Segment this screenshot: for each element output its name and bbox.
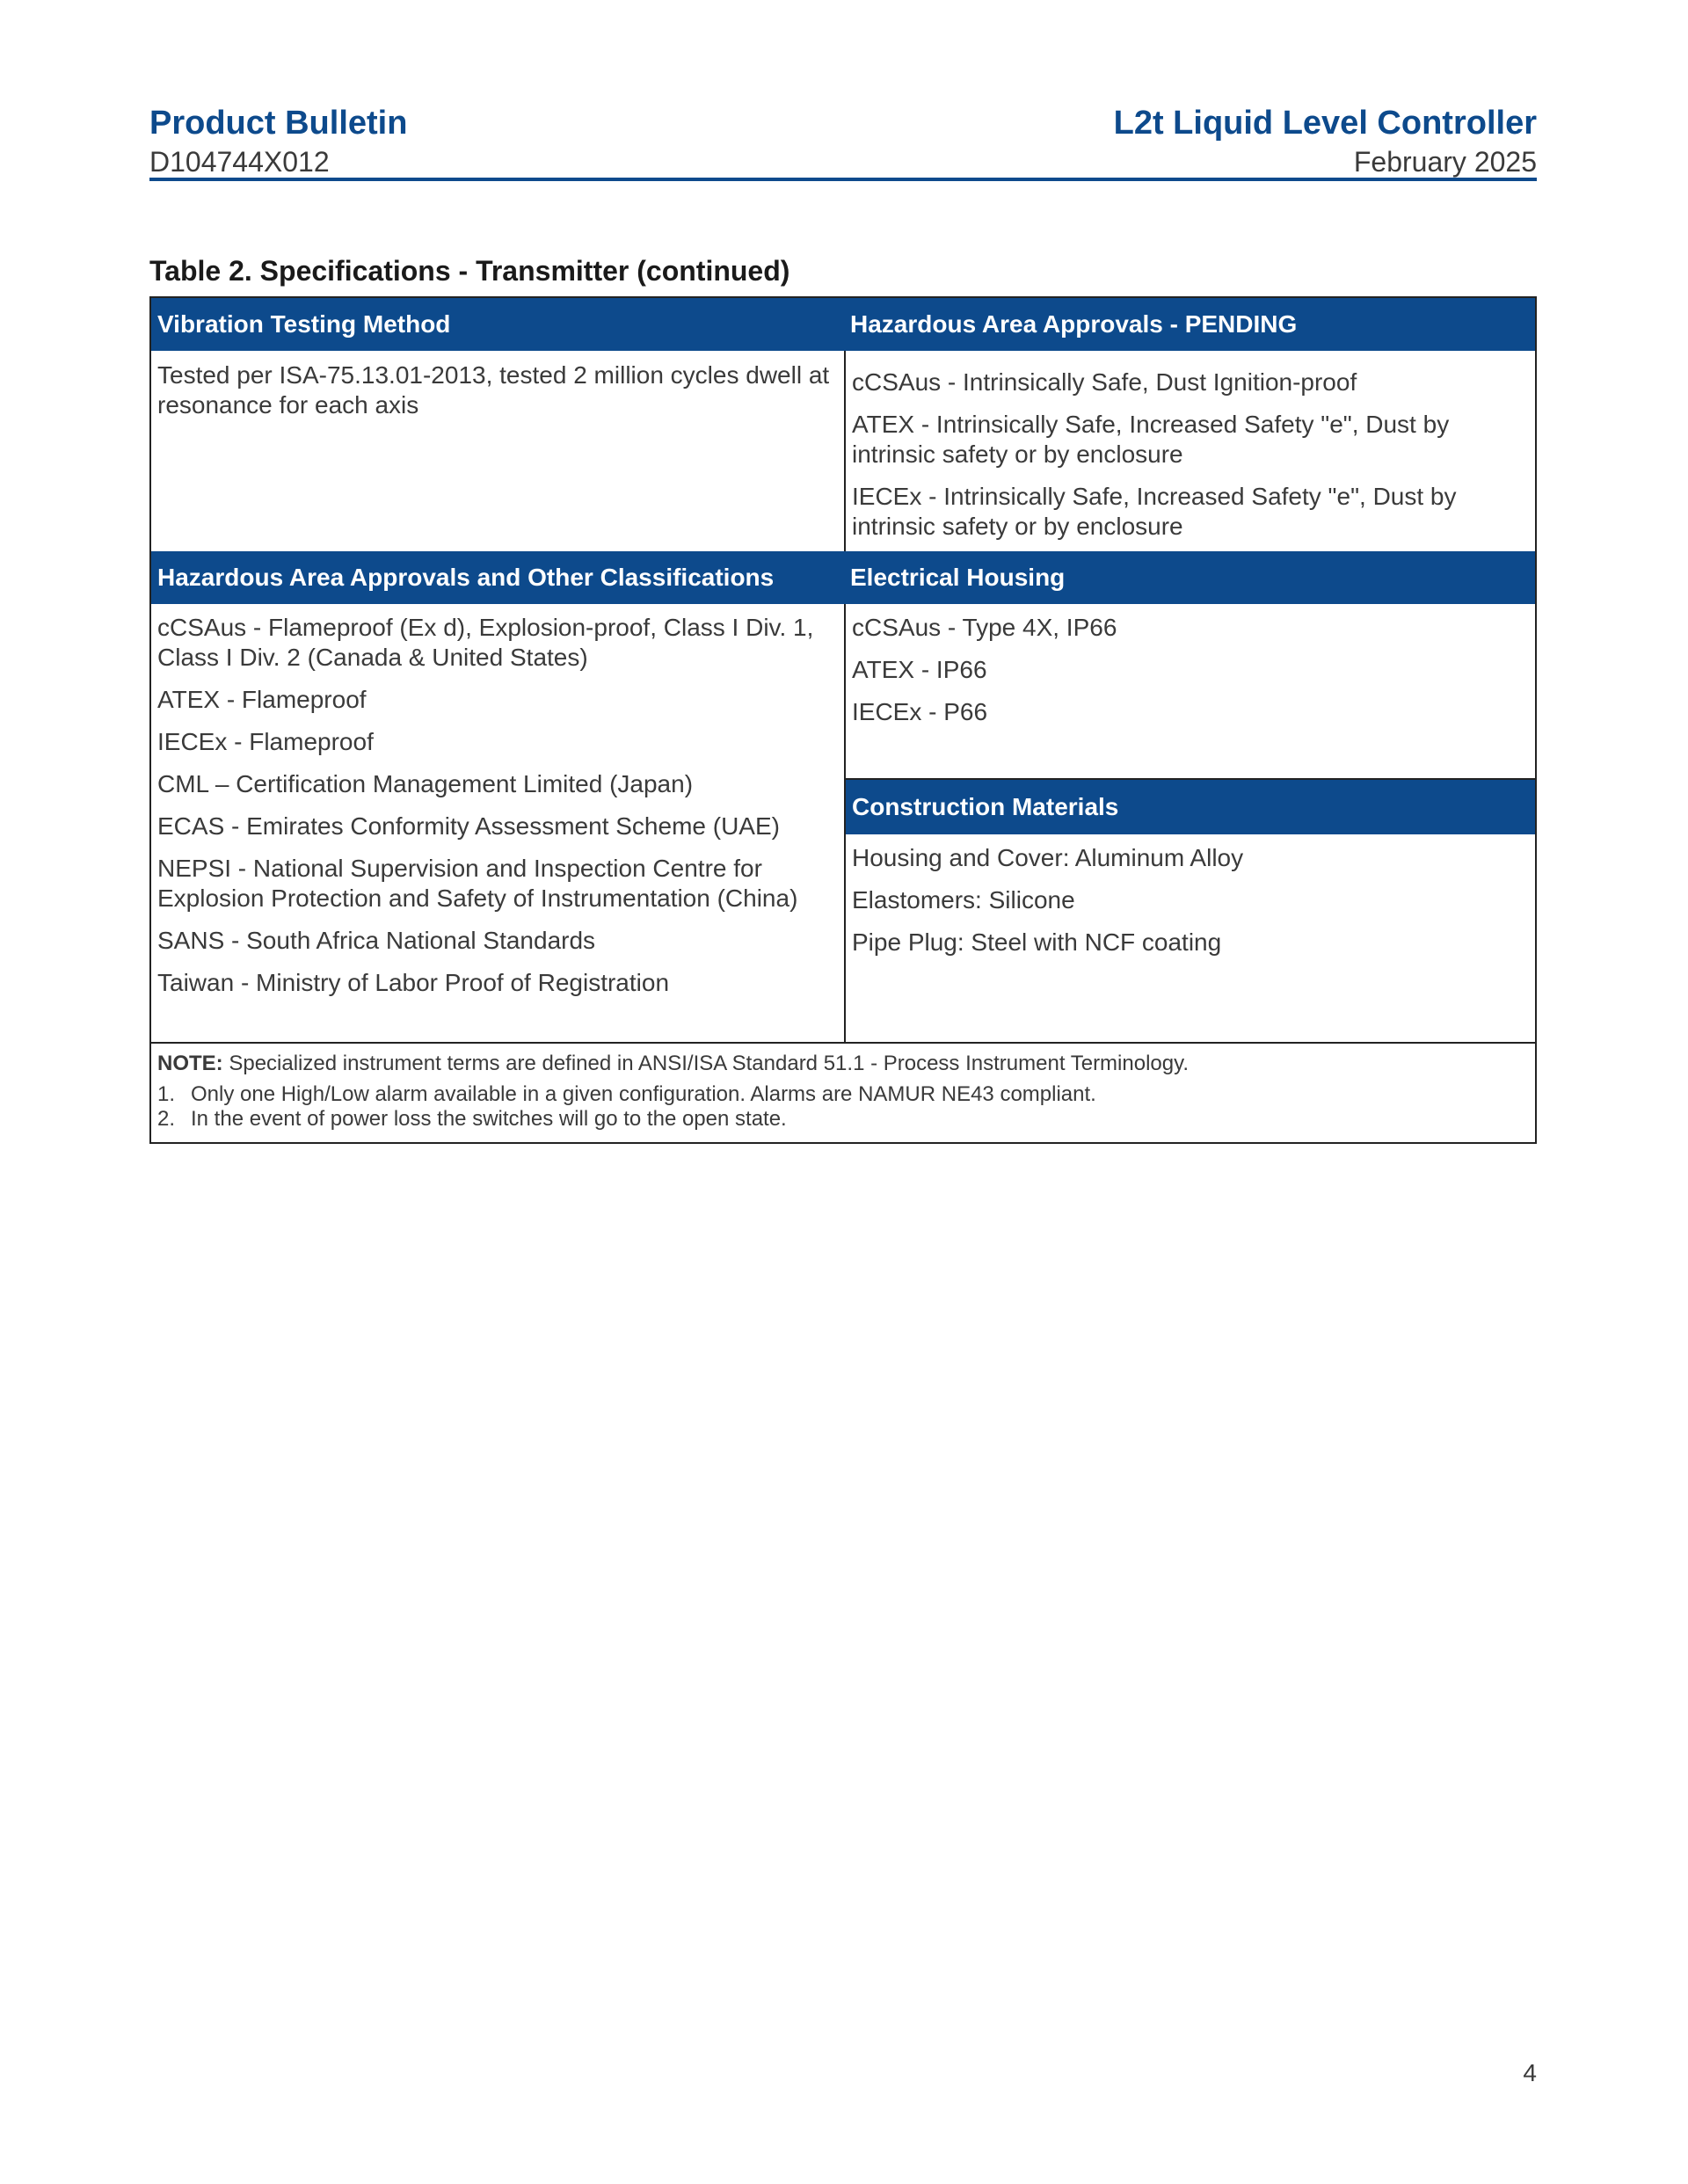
note-line	[157, 1051, 1529, 1077]
specifications-table	[149, 296, 1537, 1144]
approval-item: NEPSI - National Supervision and Inspection Centre for Explosion Protection and Safety of Instrumentation (China)	[157, 855, 798, 912]
product-title: L2t Liquid Level Controller	[1113, 105, 1537, 142]
approval-item: IECEx - Flameproof	[157, 728, 374, 755]
bulletin-title: Product Bulletin	[149, 105, 408, 142]
approval-item: Taiwan - Ministry of Labor Proof of Registration	[157, 969, 670, 996]
header-left	[149, 101, 407, 178]
approvals-other-heading: Hazardous Area Approvals and Other Classifications	[151, 551, 844, 604]
materials-top-border	[846, 778, 1535, 780]
page-number: 4	[1523, 2059, 1537, 2086]
material-item: Pipe Plug: Steel with NCF coating	[852, 928, 1222, 956]
page-header	[149, 101, 1537, 182]
note-text: Specialized instrument terms are defined in ANSI/ISA Standard 51.1 - Process Instrument Terminology.	[222, 1052, 1189, 1075]
footnote-number: 1.	[157, 1082, 176, 1106]
material-item: Elastomers: Silicone	[852, 886, 1075, 914]
material-item: Housing and Cover: Aluminum Alloy	[852, 844, 1244, 871]
housing-item: ATEX - IP66	[852, 656, 987, 683]
footnote-text: Only one High/Low alarm available in a given configuration. Alarms are NAMUR NE43 compliant.	[191, 1082, 1096, 1106]
footnote-list	[157, 1082, 1529, 1132]
approval-item: cCSAus - Flameproof (Ex d), Explosion-proof, Class I Div. 1, Class I Div. 2 (Canada & United States)	[157, 614, 814, 671]
approvals-pending-heading: Hazardous Area Approvals - PENDING	[844, 298, 1535, 351]
approval-item: SANS - South Africa National Standards	[157, 927, 596, 954]
housing-cell	[852, 613, 1529, 739]
note-label: NOTE:	[157, 1052, 223, 1075]
note-divider	[151, 1042, 1535, 1044]
vibration-text: Tested per ISA-75.13.01-2013, tested 2 million cycles dwell at resonance for each axis	[157, 361, 830, 419]
footnote-text: In the event of power loss the switches will go to the open state.	[191, 1107, 787, 1131]
materials-cell	[852, 843, 1529, 970]
header-divider	[149, 178, 1537, 181]
approval-item: ATEX - Flameproof	[157, 686, 367, 713]
footnote	[157, 1082, 1529, 1107]
vibration-heading: Vibration Testing Method	[151, 298, 844, 351]
approvals-other-cell	[157, 613, 839, 1010]
header-right	[1114, 101, 1537, 178]
approval-pending-item: ATEX - Intrinsically Safe, Increased Safety "e", Dust by intrinsic safety or by enclosure	[852, 411, 1450, 468]
materials-heading: Construction Materials	[846, 780, 1535, 834]
approval-item: ECAS - Emirates Conformity Assessment Scheme (UAE)	[157, 812, 780, 840]
housing-heading: Electrical Housing	[844, 551, 1535, 604]
approval-pending-item: cCSAus - Intrinsically Safe, Dust Ignition-proof	[852, 368, 1357, 396]
document-number: D104744X012	[149, 146, 330, 178]
table-note	[157, 1051, 1529, 1132]
table-caption: Table 2. Specifications - Transmitter (continued)	[149, 255, 790, 287]
footnote	[157, 1107, 1529, 1132]
approval-item: CML – Certification Management Limited (Japan)	[157, 770, 694, 797]
publish-date: February 2025	[1353, 146, 1537, 178]
vibration-cell	[157, 360, 834, 433]
approvals-pending-cell	[852, 368, 1529, 554]
housing-item: cCSAus - Type 4X, IP66	[852, 614, 1117, 641]
housing-item: IECEx - P66	[852, 698, 988, 725]
footnote-number: 2.	[157, 1107, 176, 1131]
column-divider	[844, 298, 846, 1044]
approval-pending-item: IECEx - Intrinsically Safe, Increased Safety "e", Dust by intrinsic safety or by enclosure	[852, 483, 1457, 540]
